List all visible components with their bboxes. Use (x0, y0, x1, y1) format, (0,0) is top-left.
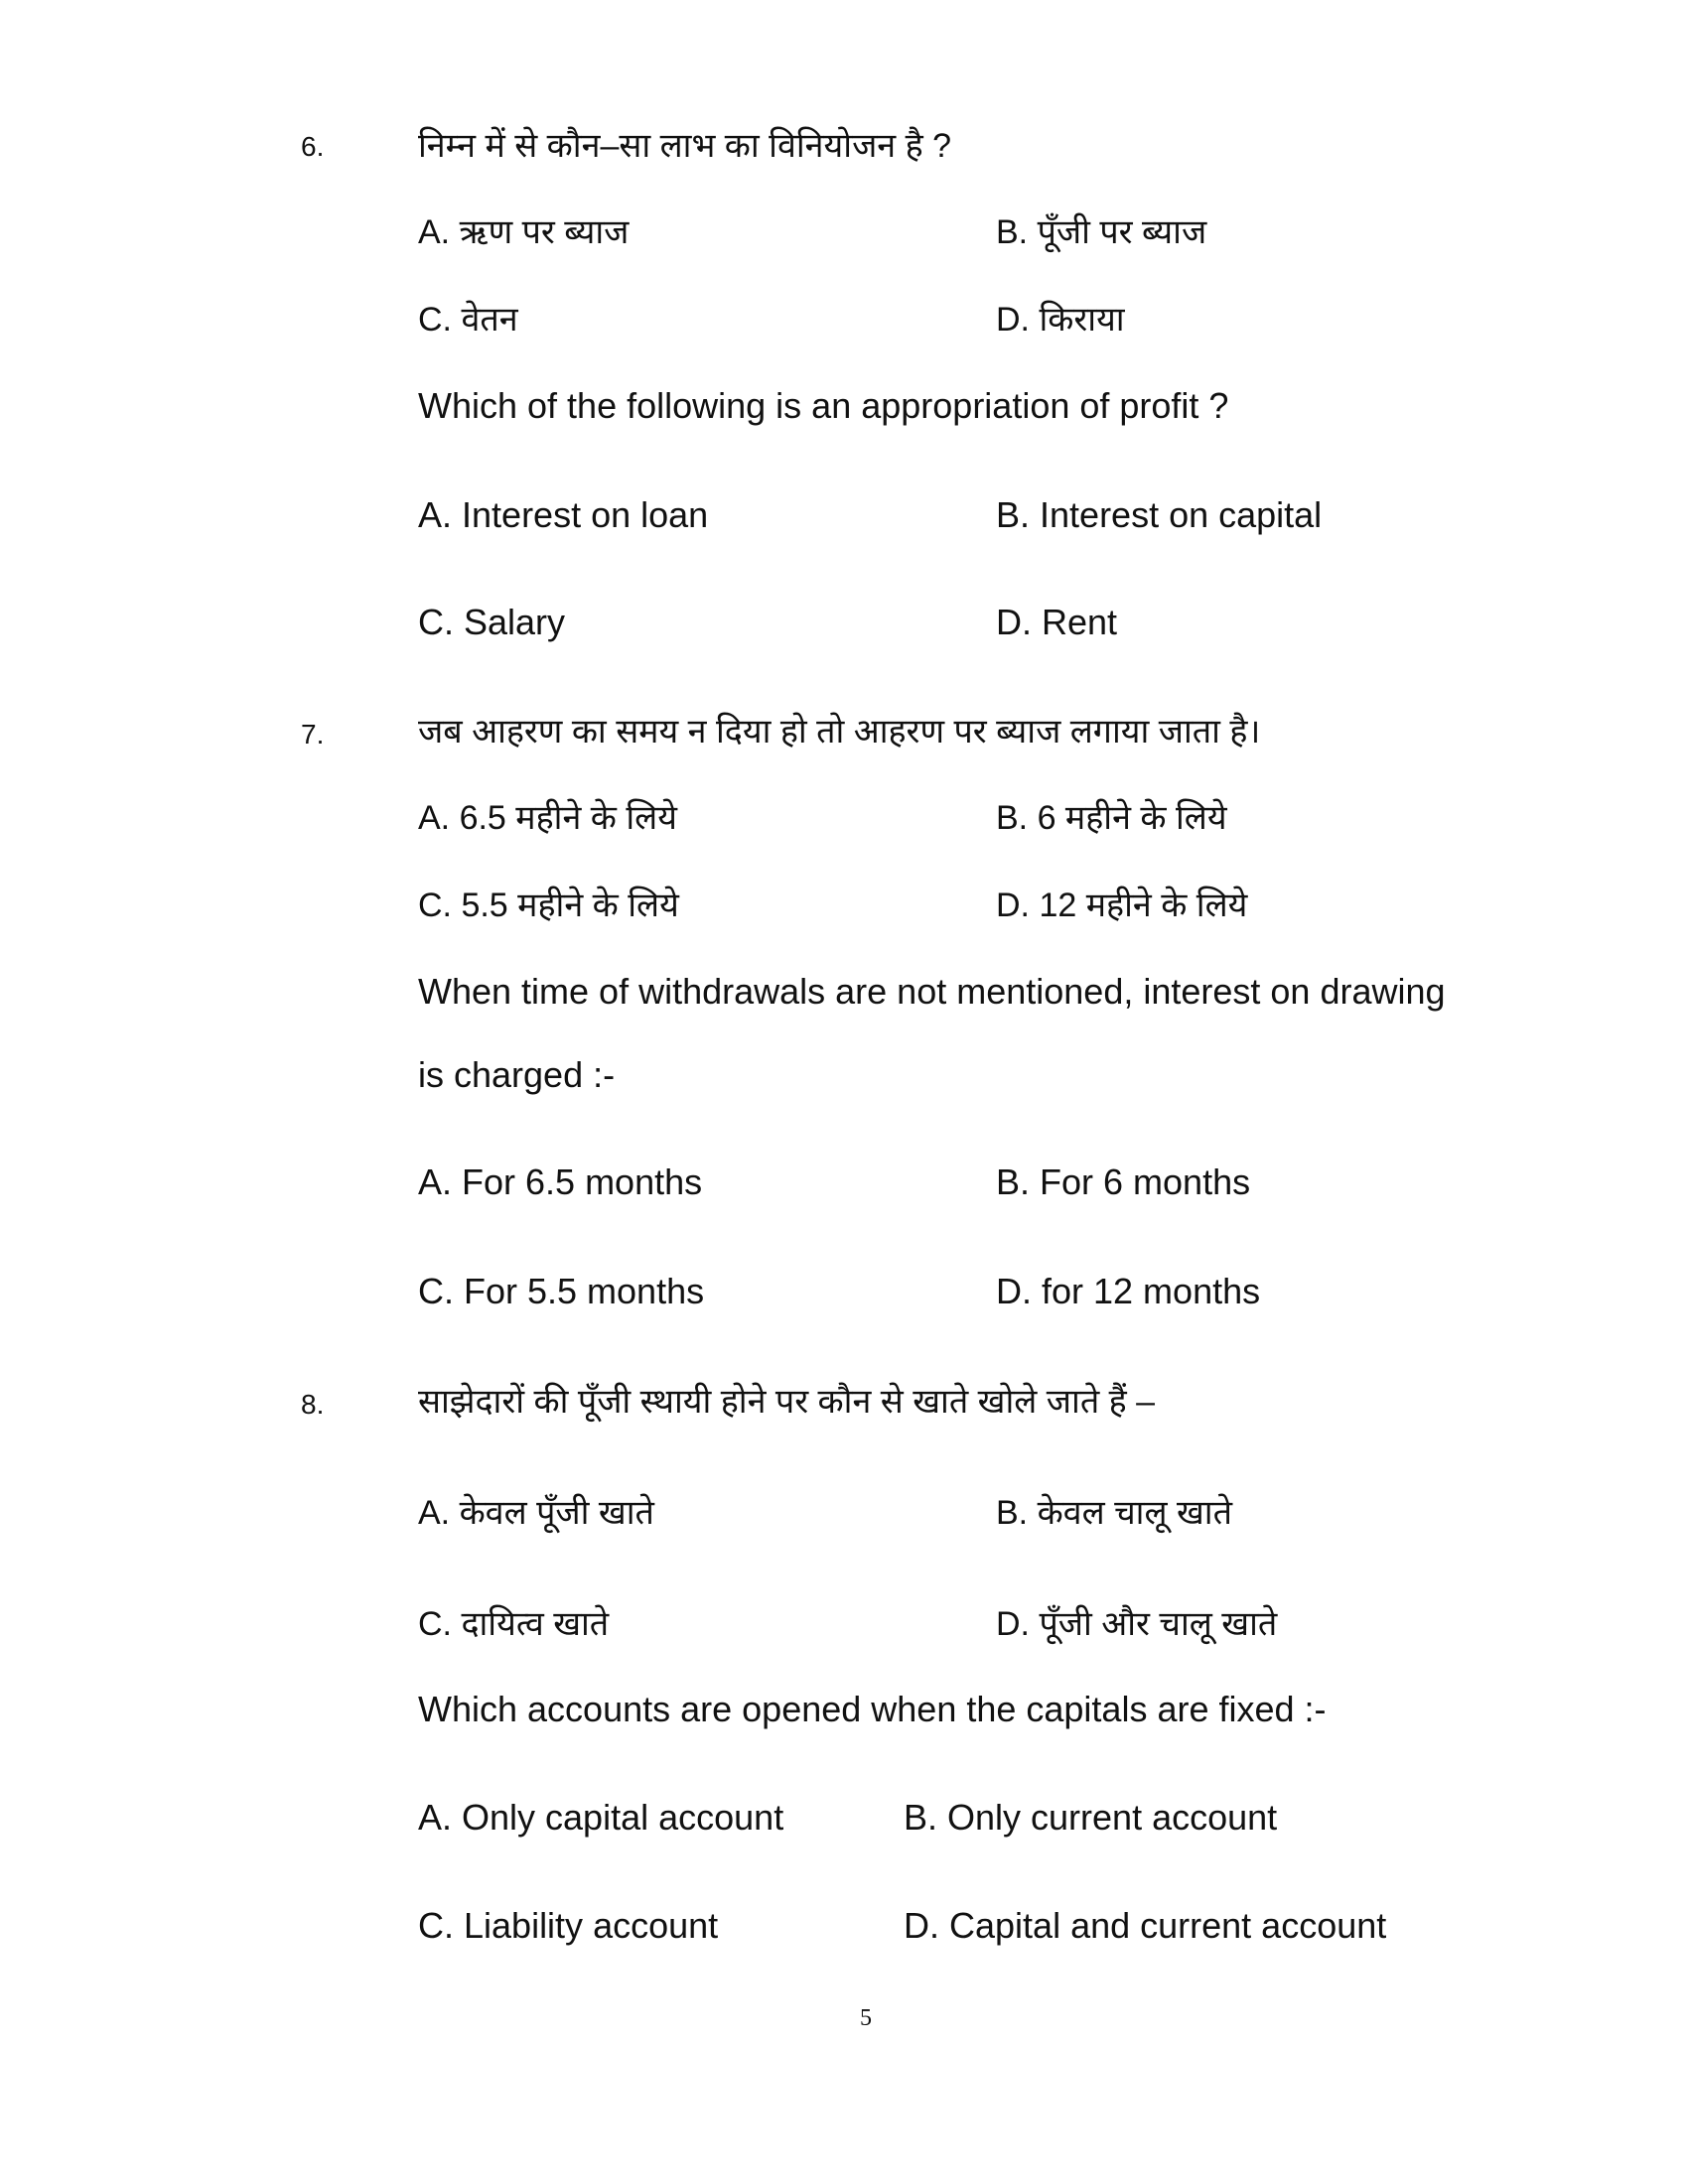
option-c-hindi: C. दायित्व खाते (418, 1605, 610, 1643)
option-c-english: C. Liability account (418, 1905, 719, 1946)
question-text-english: Which accounts are opened when the capitals are fixed :- (418, 1689, 1327, 1729)
option-b-hindi: B. केवल चालू खाते (996, 1494, 1232, 1532)
question-number: 6. (301, 131, 325, 162)
option-d-hindi: D. 12 महीने के लिये (996, 887, 1248, 924)
option-c-english: C. For 5.5 months (418, 1271, 705, 1311)
option-c-hindi: C. 5.5 महीने के लिये (418, 887, 679, 924)
option-a-english: A. For 6.5 months (418, 1161, 703, 1202)
question-number: 7. (301, 719, 325, 750)
option-a-hindi: A. ऋण पर ब्याज (418, 213, 630, 251)
question-text-english-line2: is charged :- (418, 1054, 616, 1095)
option-b-english: B. Interest on capital (996, 494, 1323, 535)
question-text-english: Which of the following is an appropriation of profit ? (418, 385, 1229, 426)
question-text-english-line1: When time of withdrawals are not mentioned, interest on drawing (418, 971, 1446, 1012)
question-text-hindi: साझेदारों की पूँजी स्थायी होने पर कौन से खाते खोले जाते हैं – (418, 1383, 1156, 1421)
option-d-hindi: D. किराया (996, 301, 1125, 339)
question-number: 8. (301, 1389, 325, 1420)
question-text-hindi: निम्न में से कौन–सा लाभ का विनियोजन है ? (418, 127, 952, 165)
option-b-english: B. Only current account (904, 1797, 1278, 1838)
option-d-english: D. Rent (996, 602, 1118, 642)
option-a-english: A. Only capital account (418, 1797, 784, 1838)
option-a-english: A. Interest on loan (418, 494, 709, 535)
option-a-hindi: A. केवल पूँजी खाते (418, 1494, 654, 1532)
option-c-hindi: C. वेतन (418, 301, 518, 339)
option-b-english: B. For 6 months (996, 1161, 1251, 1202)
option-d-hindi: D. पूँजी और चालू खाते (996, 1605, 1278, 1643)
option-d-english: D. Capital and current account (904, 1905, 1387, 1946)
option-b-hindi: B. पूँजी पर ब्याज (996, 213, 1207, 251)
option-a-hindi: A. 6.5 महीने के लिये (418, 799, 677, 837)
page-number: 5 (860, 2005, 872, 2031)
question-text-hindi: जब आहरण का समय न दिया हो तो आहरण पर ब्याज लगाया जाता है। (418, 713, 1261, 751)
option-d-english: D. for 12 months (996, 1271, 1261, 1311)
option-c-english: C. Salary (418, 602, 566, 642)
option-b-hindi: B. 6 महीने के लिये (996, 799, 1227, 837)
